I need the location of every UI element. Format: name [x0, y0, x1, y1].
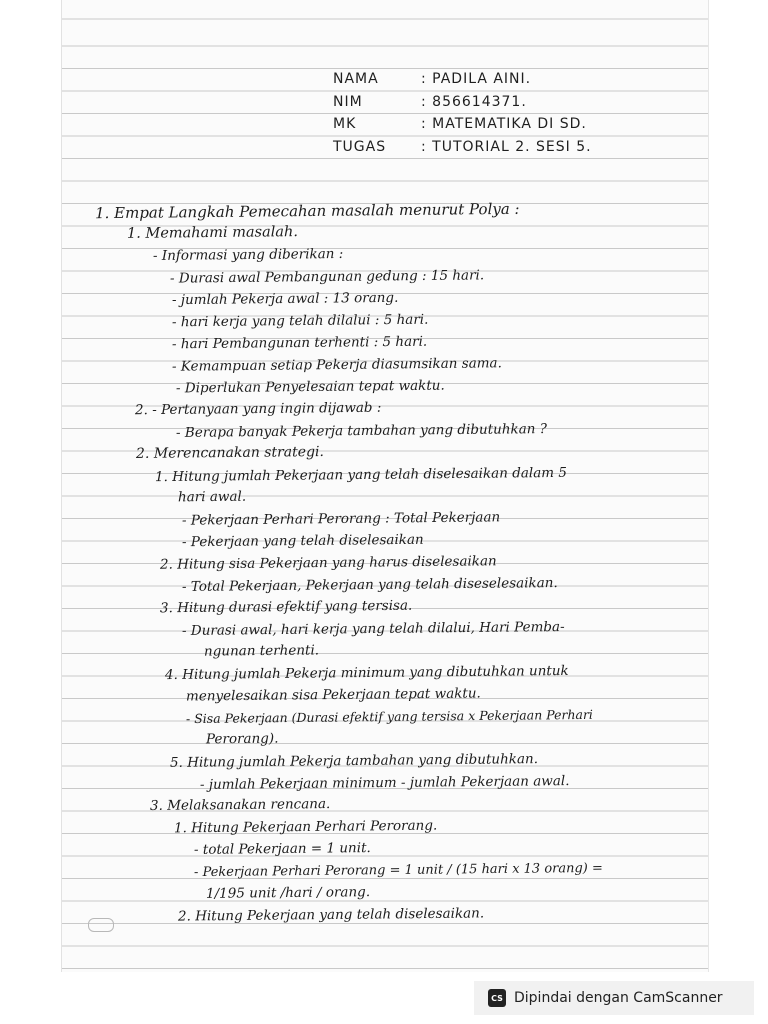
binder-hole: [88, 918, 114, 932]
text-line: ngunan terhenti.: [203, 642, 320, 660]
header-label: MK: [333, 116, 357, 133]
header-value: : TUTORIAL 2. SESI 5.: [421, 138, 592, 155]
text-line: - Total Pekerjaan, Pekerjaan yang telah diseselesaikan.: [181, 575, 558, 595]
header-label: NIM: [333, 93, 363, 110]
text-line: - Durasi awal, hari kerja yang telah dilalui, Hari Pemba-: [181, 618, 565, 640]
text-line: 4. Hitung jumlah Pekerja minimum yang dibutuhkan untuk: [164, 662, 569, 684]
camscanner-watermark: [474, 981, 754, 1015]
text-line: 1. Hitung Pekerjaan Perhari Perorang.: [173, 817, 438, 837]
step-heading: 2. Merencanakan strategi.: [135, 444, 325, 462]
text-line: - Pekerjaan yang telah diselesaikan: [181, 531, 424, 551]
student-info-header: [333, 68, 592, 158]
header-label: NAMA: [333, 71, 379, 88]
text-line: 1. Hitung jumlah Pekerjaan yang telah diselesaikan dalam 5: [154, 464, 567, 486]
text-line: - hari Pembangunan terhenti : 5 hari.: [171, 333, 428, 353]
text-line: - jumlah Pekerja awal : 13 orang.: [171, 289, 399, 309]
header-value: : 856614371.: [421, 93, 527, 110]
text-line: - hari kerja yang telah dilalui : 5 hari.: [171, 311, 429, 331]
text-line: - jumlah Pekerjaan minimum - jumlah Pekerjaan awal.: [199, 773, 570, 793]
text-line: - Pekerjaan Perhari Perorang : Total Pekerjaan: [181, 509, 501, 529]
header-row-mk: [333, 113, 592, 136]
header-row-nim: [333, 91, 592, 114]
text-line: 2. Hitung Pekerjaan yang telah diselesaikan.: [177, 905, 485, 925]
text-line: 5. Hitung jumlah Pekerja tambahan yang dibutuhkan.: [169, 751, 539, 771]
text-line: - total Pekerjaan = 1 unit.: [193, 840, 371, 858]
header-value: : MATEMATIKA DI SD.: [421, 116, 587, 133]
answer-heading: 1. Empat Langkah Pemecahan masalah menurut Polya :: [94, 199, 520, 223]
camscanner-text: Dipindai dengan CamScanner: [514, 990, 723, 1006]
text-line: hari awal.: [177, 488, 247, 506]
header-row-tugas: [333, 136, 592, 159]
header-value: : PADILA AINI.: [421, 71, 532, 88]
text-line: menyelesaikan sisa Pekerjaan tepat waktu.: [185, 685, 481, 705]
camscanner-logo-icon: CS: [488, 989, 506, 1007]
text-line: - Kemampuan setiap Pekerja diasumsikan sama.: [171, 355, 502, 375]
header-label: TUGAS: [333, 138, 387, 155]
step-heading: 1. Memahami masalah.: [126, 224, 299, 242]
text-line: 2. Hitung sisa Pekerjaan yang harus diselesaikan: [159, 553, 497, 573]
text-line: 3. Hitung durasi efektif yang tersisa.: [159, 597, 413, 617]
text-line: Perorang).: [205, 730, 279, 748]
text-line: - Berapa banyak Pekerja tambahan yang dibutuhkan ?: [175, 421, 548, 441]
text-line: 2. - Pertanyaan yang ingin dijawab :: [134, 399, 382, 419]
text-line: - Diperlukan Penyelesaian tepat waktu.: [175, 377, 445, 397]
text-line: - Sisa Pekerjaan (Durasi efektif yang tersisa x Pekerjaan Perhari: [185, 706, 593, 727]
text-line: - Informasi yang diberikan :: [152, 246, 344, 264]
header-row-nama: [333, 68, 592, 91]
text-line: - Pekerjaan Perhari Perorang = 1 unit / (15 hari x 13 orang) =: [193, 860, 603, 881]
step-heading: 3. Melaksanakan rencana.: [149, 796, 331, 814]
text-line: 1/195 unit /hari / orang.: [205, 884, 371, 902]
text-line: - Durasi awal Pembangunan gedung : 15 hari.: [169, 267, 485, 287]
